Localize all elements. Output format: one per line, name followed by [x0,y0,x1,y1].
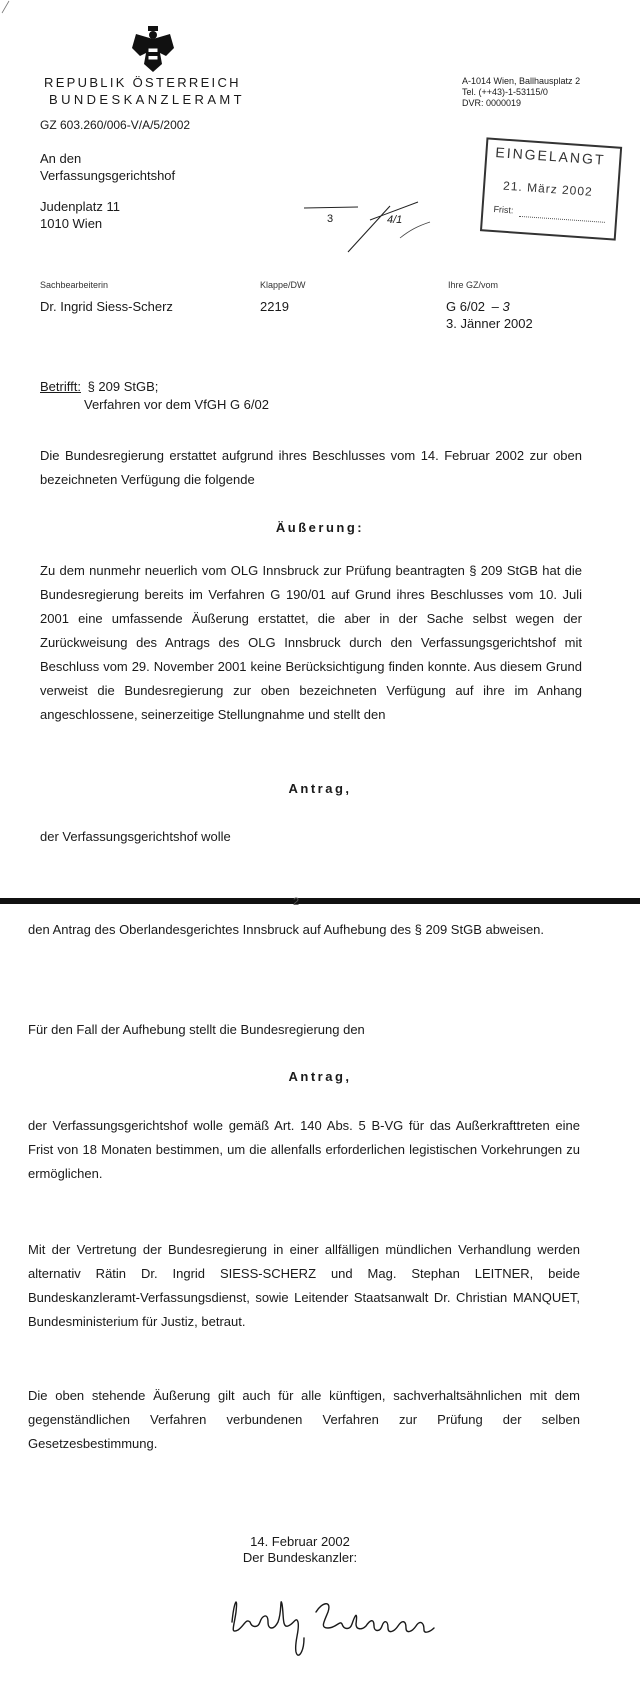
sender-address-line: A-1014 Wien, Ballhausplatz 2 [462,76,581,86]
extension-label: Klappe/DW [260,280,306,290]
heading-motion-1: Antrag, [288,781,352,796]
clerk-name: Dr. Ingrid Siess-Scherz [40,299,173,314]
file-number: GZ 603.260/006-V/A/5/2002 [40,118,191,132]
closing-signatory: Der Bundeskanzler: [242,1550,358,1565]
future-proceedings-paragraph: Die oben stehende Äußerung gilt auch für alle künftigen, sachverhaltsähnlichen mit dem gegenständlichen Verfahren verbundenen Verfahren zur Prüfung der selben Gesetzesbestimmung. [28,1388,580,1451]
closing-date: 14. Februar 2002 [250,1534,350,1549]
handwritten-scribble: 4/1 [387,214,403,226]
recipient-street: Judenplatz 11 [40,199,120,214]
pen-marks [300,200,460,255]
their-ref-gz [446,298,510,315]
motion-1-text: den Antrag des Oberlandesgerichtes Innsbruck auf Aufhebung des § 209 StGB abweisen. [28,922,545,937]
subject-line1: § 209 StGB; [87,379,159,394]
subject-label: Betrifft: [40,379,81,394]
coat-of-arms-icon [130,26,176,74]
clerk-label: Sachbearbeiterin [40,280,109,290]
stamp-date: 21. März 2002 [502,178,594,199]
conditional-paragraph: Für den Fall der Aufhebung stellt die Bundesregierung den [28,1022,365,1037]
motion-1-lead: der Verfassungsgerichtshof wolle [40,829,231,844]
their-ref-number: G 6/02 [446,299,486,314]
their-ref-handwritten: – 3 [491,299,510,314]
extension-value: 2219 [260,299,289,314]
sender-address-line: DVR: 0000019 [462,98,522,108]
stamp-frist: Frist: [493,204,514,216]
intro-paragraph: Die Bundesregierung erstattet aufgrund ihres Beschlusses vom 14. Februar 2002 zur oben bezeichneten Verfügung die folgende [40,448,582,487]
their-ref-date: 3. Jänner 2002 [446,316,533,331]
sender-address-line: Tel. (++43)-1-53115/0 [462,87,548,97]
representation-paragraph: Mit der Vertretung der Bundesregierung in einer allfälligen mündlichen Verhandlung werden alternativ Rätin Dr. Ingrid SIESS-SCHERZ und Mag. Stephan LEITNER, beide Bundeskanzleramt-Verfassungsdienst, sowie Leitender Staatsanwalt Dr. Christian MANQUET, Bundesministerium für Justiz, betraut. [28,1242,580,1329]
recipient-block [40,150,175,232]
letterhead-line1: REPUBLIK ÖSTERREICH [44,75,241,90]
corner-mark [0,0,12,14]
stamp-title: EINGELANGT [494,144,607,168]
page-number: 2 [293,896,300,908]
letterhead-title [44,74,274,108]
subject-line2: Verfahren vor dem VfGH G 6/02 [84,397,269,412]
motion-2-text: der Verfassungsgerichtshof wolle gemäß Art. 140 Abs. 5 B-VG für das Außerkrafttreten eine Frist von 18 Monaten bestimmen, um die allenfalls erforderlichen legistischen Vorkehrungen zu ermöglichen. [28,1118,580,1181]
recipient-line: Verfassungsgerichtshof [40,168,176,183]
received-stamp [480,137,622,242]
heading-motion-2: Antrag, [288,1069,352,1084]
letterhead-line2: BUNDESKANZLERAMT [49,92,245,107]
their-ref-label: Ihre GZ/vom [448,280,499,290]
sender-address [462,76,580,109]
recipient-line: An den [40,151,82,166]
heading-statement: Äußerung: [275,520,365,535]
recipient-city: 1010 Wien [40,216,103,231]
main-paragraph: Zu dem nunmehr neuerlich vom OLG Innsbruck zur Prüfung beantragten § 209 StGB hat die Bundesregierung bereits im Verfahren G 190/01 auf Grund ihres Beschlusses vom 10. Juli 2001 eine umfassende Äußerung erstattet, die aber in der Sache selbst wegen der Zurückweisung des Antrags des OLG Innsbruck durch den Verfassungsgerichtshof mit Beschluss vom 29. November 2001 keine Berücksichtigung finden konnte. Aus diesem Grund verweist die Bundesregierung zur oben bezeichneten Verfügung auf ihre im Anhang angeschlossene, seinerzeitige Stellungnahme und stellt den [40,563,582,722]
subject-block [40,378,158,395]
handwritten-number: 3 [327,213,334,225]
signature [224,1582,484,1672]
page-break [0,898,640,904]
